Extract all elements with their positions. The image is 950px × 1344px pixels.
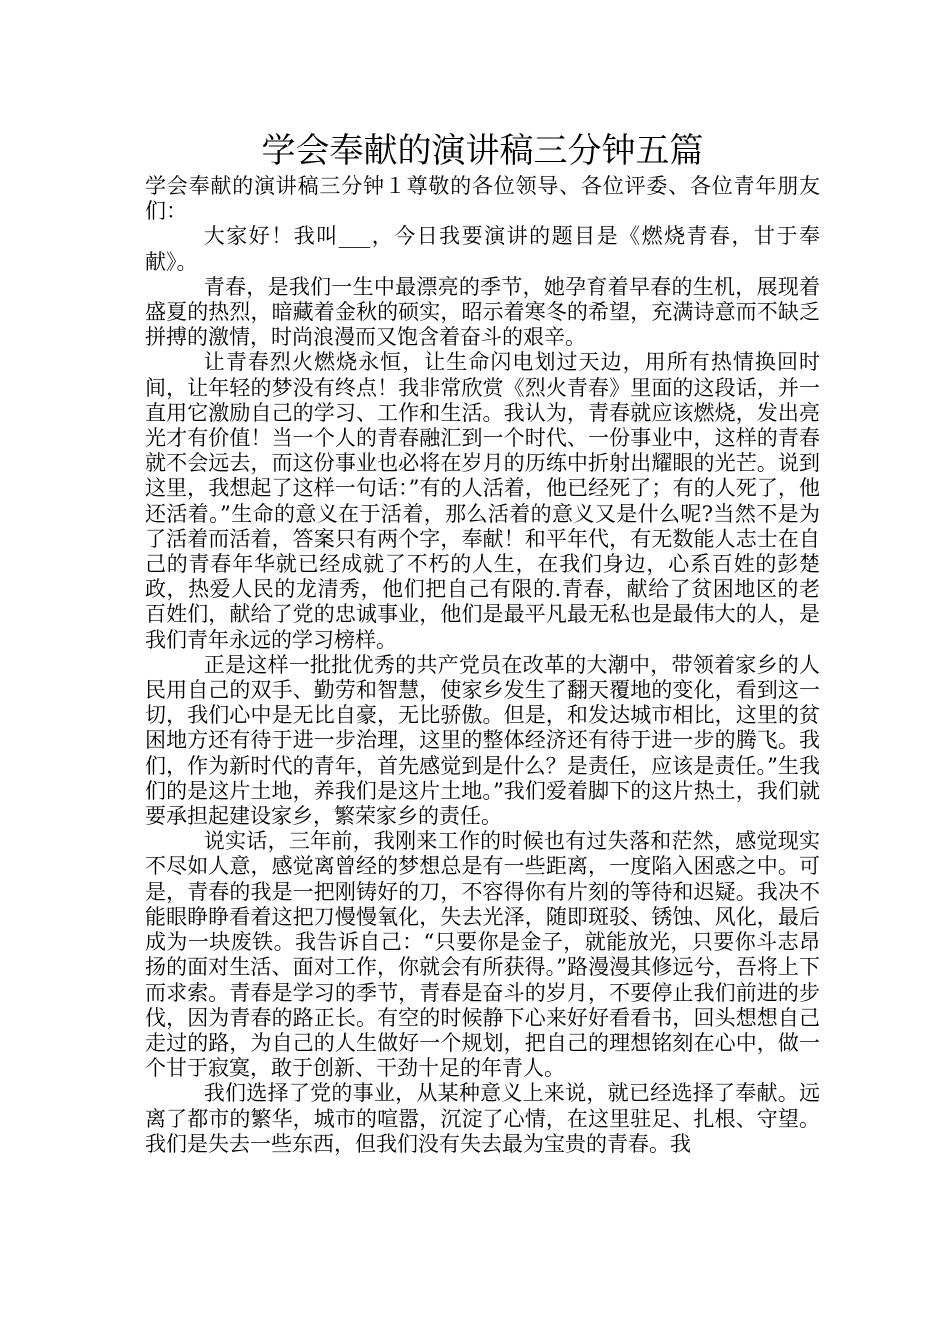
document-title: 学会奉献的演讲稿三分钟五篇: [261, 131, 704, 171]
paragraph-burning-youth: 让青春烈火燃烧永恒，让生命闪电划过天边，用所有热情换回时间，让年轻的梦没有终点！我非常欣赏《烈火青春》里面的这段话，并一直用它激励自己的学习、工作和生活。我认为，青春就应该燃烧，发出亮光才有价值！当一个人的青春融汇到一个时代、一份事业中，这样的青春就不会远去，而这份事业也必将在岁月的历练中折射出耀眼的光芒。说到这里，我想起了这样一句话：”有的人活着，他已经死了；有的人死了，他还活着。”生命的意义在于活着，那么活着的意义又是什么呢?当然不是为了活着而活着，答案只有两个字，奉献！和平年代，有无数能人志士在自己的青春年华就已经成就了不朽的人生，在我们身边，心系百姓的彭楚政，热爱人民的龙清秀，他们把自己有限的.青春，献给了贫困地区的老百姓们，献给了党的忠诚事业，他们是最平凡最无私也是最伟大的人，是我们青年永远的学习榜样。: [145, 350, 820, 652]
document-body: [145, 128, 820, 1157]
paragraph-responsibility: 正是这样一批批优秀的共产党员在改革的大潮中，带领着家乡的人民用自己的双手、勤劳和智慧，使家乡发生了翻天覆地的变化，看到这一切，我们心中是无比自豪，无比骄傲。但是，和发达城市相比，这里的贫困地方还有待于进一步治理，这里的整体经济还有待于进一步的腾飞。我们，作为新时代的青年，首先感觉到是什么？是责任，应该是责任。”生我们的是这片土地，养我们是这片土地。”我们爱着脚下的这片热土，我们就要承担起建设家乡，繁荣家乡的责任。: [145, 652, 820, 829]
paragraph-youth-season: 青春，是我们一生中最漂亮的季节，她孕育着早春的生机，展现着盛夏的热烈，暗藏着金秋的硕实，昭示着寒冬的希望，充满诗意而不缺乏拼搏的激情，时尚浪漫而又饱含着奋斗的艰辛。: [145, 274, 820, 350]
paragraph-three-years-ago: 说实话，三年前，我刚来工作的时候也有过失落和茫然，感觉现实不尽如人意，感觉离曾经的梦想总是有一些距离，一度陷入困惑之中。可是，青春的我是一把刚铸好的刀，不容得你有片刻的等待和迟疑。我决不能眼睁睁看着这把刀慢慢氧化，失去光泽，随即斑驳、锈蚀、风化，最后成为一块废铁。我告诉自己：“只要你是金子，就能放光，只要你斗志昂扬的面对生活、面对工作，你就会有所获得。”路漫漫其修远兮，吾将上下而求索。青春是学习的季节，青春是奋斗的岁月，不要停止我们前进的步伐，因为青春的路正长。有空的时候静下心来好好看看书，回头想想自己走过的路，为自己的人生做好一个规划，把自己的理想铭刻在心中，做一个甘于寂寞，敢于创新、干劲十足的年青人。: [145, 829, 820, 1081]
paragraph-intro: 学会奉献的演讲稿三分钟１尊敬的各位领导、各位评委、各位青年朋友们：: [145, 174, 820, 224]
paragraph-greeting: 大家好！我叫___，今日我要演讲的题目是《燃烧青春，甘于奉献》。: [145, 224, 820, 274]
paragraph-choose-party: 我们选择了党的事业，从某种意义上来说，就已经选择了奉献。远离了都市的繁华，城市的喧嚣，沉淀了心情，在这里驻足、扎根、守望。我们是失去一些东西，但我们没有失去最为宝贵的青春。我: [145, 1081, 820, 1156]
